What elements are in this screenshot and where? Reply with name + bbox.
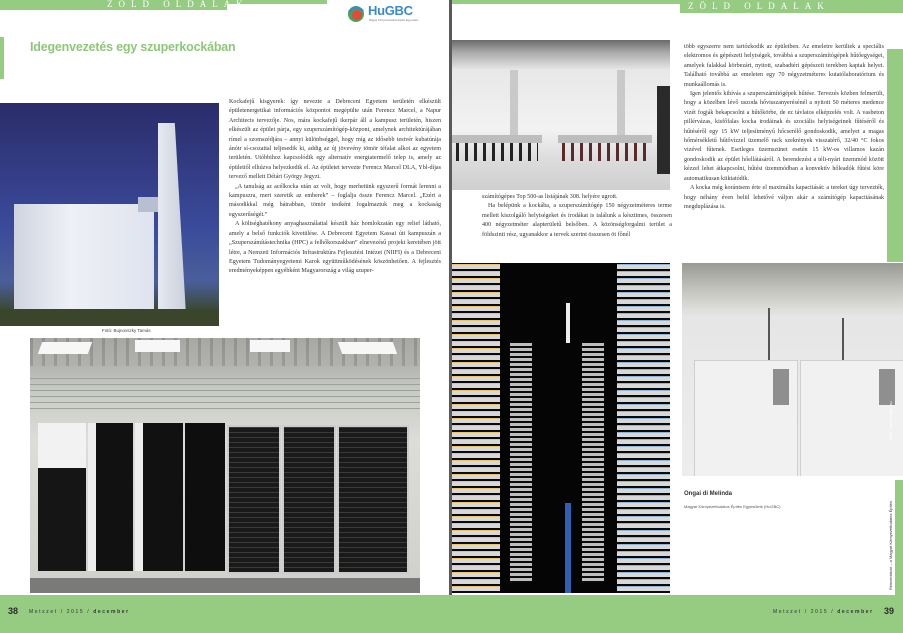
page-number-left: 38: [8, 606, 19, 616]
footer-band: [0, 595, 903, 633]
logo-text: HuGBC: [368, 3, 413, 18]
server-racks-photo: [30, 338, 420, 593]
author-name: Ongai di Melinda: [684, 491, 733, 497]
floor: [30, 578, 420, 593]
valves: [456, 143, 538, 161]
lawn: [0, 309, 219, 326]
cube-building-photo: [0, 103, 219, 326]
hugbc-logo: [346, 2, 431, 27]
conduit: [768, 308, 770, 360]
separator: /: [831, 609, 835, 615]
text-column-3: [684, 43, 884, 212]
cooling-unit: [694, 360, 798, 476]
ceiling-light: [250, 340, 290, 352]
right-page: [452, 0, 903, 633]
issue-month: december: [837, 609, 874, 615]
issue-month: december: [93, 609, 130, 615]
paragraph: A kocka még korántsem érte el maximális kapacitását: a tereket úgy tervezték, hogy néhány éven belül lehetővé váljon akár a számítógép kapacitásának megduplázása is.: [684, 185, 884, 210]
tape-library-photo: [452, 263, 670, 593]
ceiling-light: [338, 342, 397, 354]
conduit: [842, 318, 844, 360]
article-title: Idegenvezetés egy szuperkockában: [30, 40, 236, 54]
side-band-right-lower: [895, 480, 903, 595]
issue-year: 2015: [810, 609, 829, 615]
cube-wall: [14, 204, 154, 314]
magazine-name: Metszet: [773, 609, 802, 615]
issue-info-left: [29, 609, 130, 615]
rack-hpc: [227, 425, 281, 574]
paragraph: Ha belépünk a kockába, a szuperszámítógép 150 négyzetméteres terme mellett kiszolgáló helyiségeket és irodákat is találunk a késztimes, összesen 400 négyzetméter alapterületű belsőben. A közönségforgalmi terület a földszinti rész, ugyanakkor a tervek szerint összesen öt főnél: [482, 203, 672, 238]
tape-shelf: [617, 263, 670, 593]
tape-shelf: [582, 343, 604, 583]
paragraph: több egyszerre nem tartózkodik az épületben. Az emeletre kerültek a speciális elektromos és gépészeti helyiségek, továbbá a szuperszámítógépek hűtőegységei, amelyek falakkal körbezárt, nyitott, szabadtéri gépészeti terekben kaptak helyet. Található továbbá az emeleten egy 70 négyzetméteres kutatólaboratórium és munkaállomás is.: [684, 44, 884, 88]
cube-tower: [158, 123, 186, 315]
pipe: [510, 70, 518, 140]
logo-tagline: Magyar Környezettudatos Építés Egyesülete: [369, 19, 419, 22]
cabinet: [657, 86, 670, 174]
left-page: [0, 0, 449, 633]
section-label-left: ZÖLD OLDALAK: [107, 0, 249, 9]
cube-recess: [138, 197, 160, 212]
paragraph: Igen jelentős kihívás a szuperszámítógépek hűtése. Tervezés közben felmerült, hogy a közelben lévő uszoda hővisszanyerésénél a nyitott 50 méteres medence vizét fogják bekapcsolni a hűtőkörbe, de ez távlatos elképzelés volt. A vasbeton pillérvázas, kisfőfalas kocka irodáinak és szociális helyiségeinek fűtéséről és hűtéséről egy 15 kW teljesítményű hőcserélő gondoskodik, amelyet a magas hőmérsékletű hűtővízzel üzemelő rack szekrények visszatérő, 32/40 °C fokos vizével fűtenek. Esetleges üzemszünet esetén 15 kW-os villamos kazán gondoskodik az épület hőellátásáról. A berendezést a téli-nyári üzemmód között kézzel lehet átkapcsolni, hűtési üzemmódban a konvektív hőleadók fűtési köre automatikusan kiiktatódik.: [684, 91, 884, 182]
paragraph: A költséghatékony anyaghasználattal készült ház homlokzatán egy relief látható, amely a belső funkciók kivetülése. A Debreceni Egyetem Kassai úti kampuszán a „Szuperszámítástechnika (HPC) a felhőkorszakban” elnevezésű projekt keretében jött létre, a Nemzeti Információs Infrastruktúra Fejlesztési Intézet (NIIFI) és a Debreceni Egyetem Tudományegyetemi Karok együttműködésének köszönhetően. A fejlesztés eredményeképpen egyébként Magyarország a világ szuper-: [229, 221, 441, 275]
paragraph: „A tanulság az acélkocka után az volt, hogy merhetünk egyszerű formát lerenni a kampuszra, mert szeretik az emberek” – foglalja össze Ferencz Marcel. „Ezért a másodikkal még bátrabban, tömör testként fogalmaztuk meg a kockaság egyszerűségét.”: [229, 183, 441, 218]
tape-shelf: [510, 343, 532, 583]
manifold: [558, 135, 652, 143]
photo-credit: Fotó: Bujnovszky Tamás: [102, 328, 151, 333]
hugbc-logo-icon: [346, 4, 366, 24]
author-org: Magyar Környezettudatos Építés Egyesülete (HuGBC): [684, 504, 781, 509]
rack-black: [185, 423, 225, 571]
paragraph: számítógépes Top 500-as listájának 308. helyére ugrott.: [482, 194, 618, 200]
cooling-units-photo: [682, 263, 903, 476]
side-url: Fotó: / www.hugbc.hu: [888, 401, 893, 440]
title-marker: [0, 37, 4, 79]
section-label-right: ZÖLD OLDALAK: [688, 1, 830, 11]
cooling-pipes-photo: [452, 40, 670, 190]
magazine-name: Metszet: [29, 609, 58, 615]
issue-year: 2015: [66, 609, 85, 615]
page-number-right: 39: [884, 606, 895, 616]
rack-hpc: [282, 425, 336, 574]
issue-info-right: [773, 609, 874, 615]
rack-white: [38, 423, 86, 571]
separator: /: [60, 609, 64, 615]
paragraph: Kockafejű kisgyerek: így nevezte a Debreceni Egyetem területén elkészült épületenergetikai információs központot megépülte után Ferencz Marcel, a Napur Architects tervezője. Nos, mára kockafejű ikerpár áll a kampusz területén, hiszen elkészült az épület párja, egy szuperszámítógép-központ, amelynek architektúrájában rímel a szomszédjára – annyi különbséggel, hogy míg az idősebb testvér kubatúrája ánótr sí-csozattal teljesedik ki, addig az új jövevény tömör téfalat alkot az egyetem területén. Utóbbihoz kapcsolódik egy alternatív energiatermelő telep is, amely az épülettől elhúzva helyezkedik el. Az épületet tervezte Ferencz Marcel DLA, Ybl-díjas tervező mellett Détári György Jegyzi.: [229, 99, 441, 181]
rack-open: [135, 423, 183, 571]
rack-open: [88, 423, 133, 571]
text-column-1: [229, 98, 441, 277]
pipe: [617, 70, 625, 140]
tape-shelf: [452, 263, 500, 593]
manifold: [452, 135, 542, 143]
corridor-light: [566, 303, 570, 343]
ceiling-light: [38, 342, 92, 354]
ceiling-light: [135, 340, 180, 352]
text-column-2: [482, 193, 672, 240]
side-band-right: [887, 49, 903, 262]
cable-trays: [30, 378, 420, 414]
rack-hpc: [337, 425, 409, 574]
header-band-right-thin: [452, 0, 680, 4]
separator: /: [87, 609, 91, 615]
valves: [562, 143, 650, 161]
separator: /: [804, 609, 808, 615]
side-credit: Reinventáció – a Magyar Környezettudatos Építés: [888, 501, 893, 590]
robot-rail: [565, 503, 571, 593]
